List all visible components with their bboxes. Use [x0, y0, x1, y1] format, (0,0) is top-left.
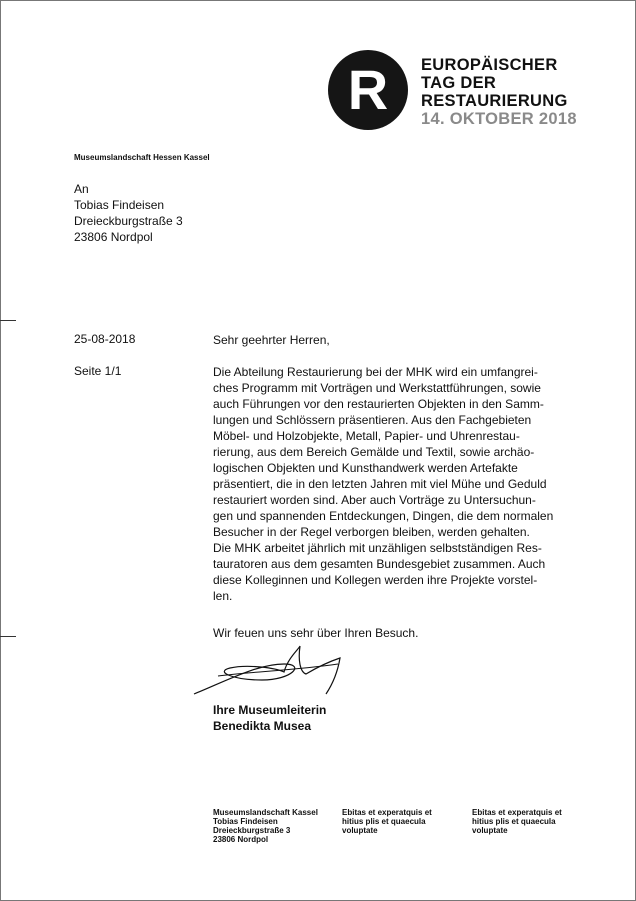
event-title-line1: EUROPÄISCHER	[421, 56, 558, 74]
fold-mark-bottom	[0, 636, 16, 637]
letter-body: Die Abteilung Restaurierung bei der MHK wird ein umfangrei- ches Programm mit Vorträgen und Werkstattführungen, sowie auch Führungen vor den restaurierten Objekten in den Samm- lungen und Schlössern präsentieren. Aus den Fachgebieten Möbel- und Holzobjekte, Metall, Papier- und Uhrenrestau- rierung, aus dem Bereich Gemälde und Textil, sowie archäo- logischen Objekten und Kunsthandwerk werden Artefakte präsentiert, die in den letzten Jahren mit viel Mühe und Geduld restauriert worden sind. Aber auch Vorträge zu Untersuchun- gen und spannenden Entdeckungen, Dingen, die dem normalen Besucher in der Regel verborgen bleiben, werden gehalten. Die MHK arbeitet jährlich mit unzähligen selbstständigen Res- tauratoren aus dem gesamten Bundesgebiet zusammen. Auch diese Kolleginnen und Kollegen werden ihre Projekte vorstel- len.	[213, 365, 554, 603]
letter-date: 25-08-2018	[74, 332, 136, 346]
recipient-city: 23806 Nordpol	[74, 230, 153, 244]
event-title	[421, 56, 577, 128]
footer-column-3: Ebitas et experatquis et hitius plis et quaecula voluptate	[472, 808, 562, 835]
recipient-address	[74, 181, 183, 245]
event-title-line3: RESTAURIERUNG	[421, 92, 568, 110]
signer-name: Benedikta Musea	[213, 719, 312, 733]
sender-line: Museumslandschaft Hessen Kassel	[74, 153, 210, 162]
salutation: Sehr geehrter Herren,	[213, 333, 330, 347]
recipient-street: Dreieckburgstraße 3	[74, 214, 183, 228]
signature	[188, 642, 368, 702]
event-title-line2: TAG DER	[421, 74, 497, 92]
fold-mark-top	[0, 320, 16, 321]
logo-letter: R	[347, 58, 389, 121]
closing-line: Wir feuen uns sehr über Ihren Besuch.	[213, 626, 419, 640]
footer-address: Museumslandschaft Kassel Tobias Findeisen Dreieckburgstraße 3 23806 Nordpol	[213, 808, 318, 844]
page-number: Seite 1/1	[74, 364, 122, 378]
footer-column-2: Ebitas et experatquis et hitius plis et quaecula voluptate	[342, 808, 432, 835]
event-date: 14. OKTOBER 2018	[421, 110, 577, 128]
recipient-name: Tobias Findeisen	[74, 198, 165, 212]
logo	[328, 50, 408, 130]
recipient-label: An	[74, 182, 89, 196]
signer-title: Ihre Museumleiterin	[213, 703, 327, 717]
